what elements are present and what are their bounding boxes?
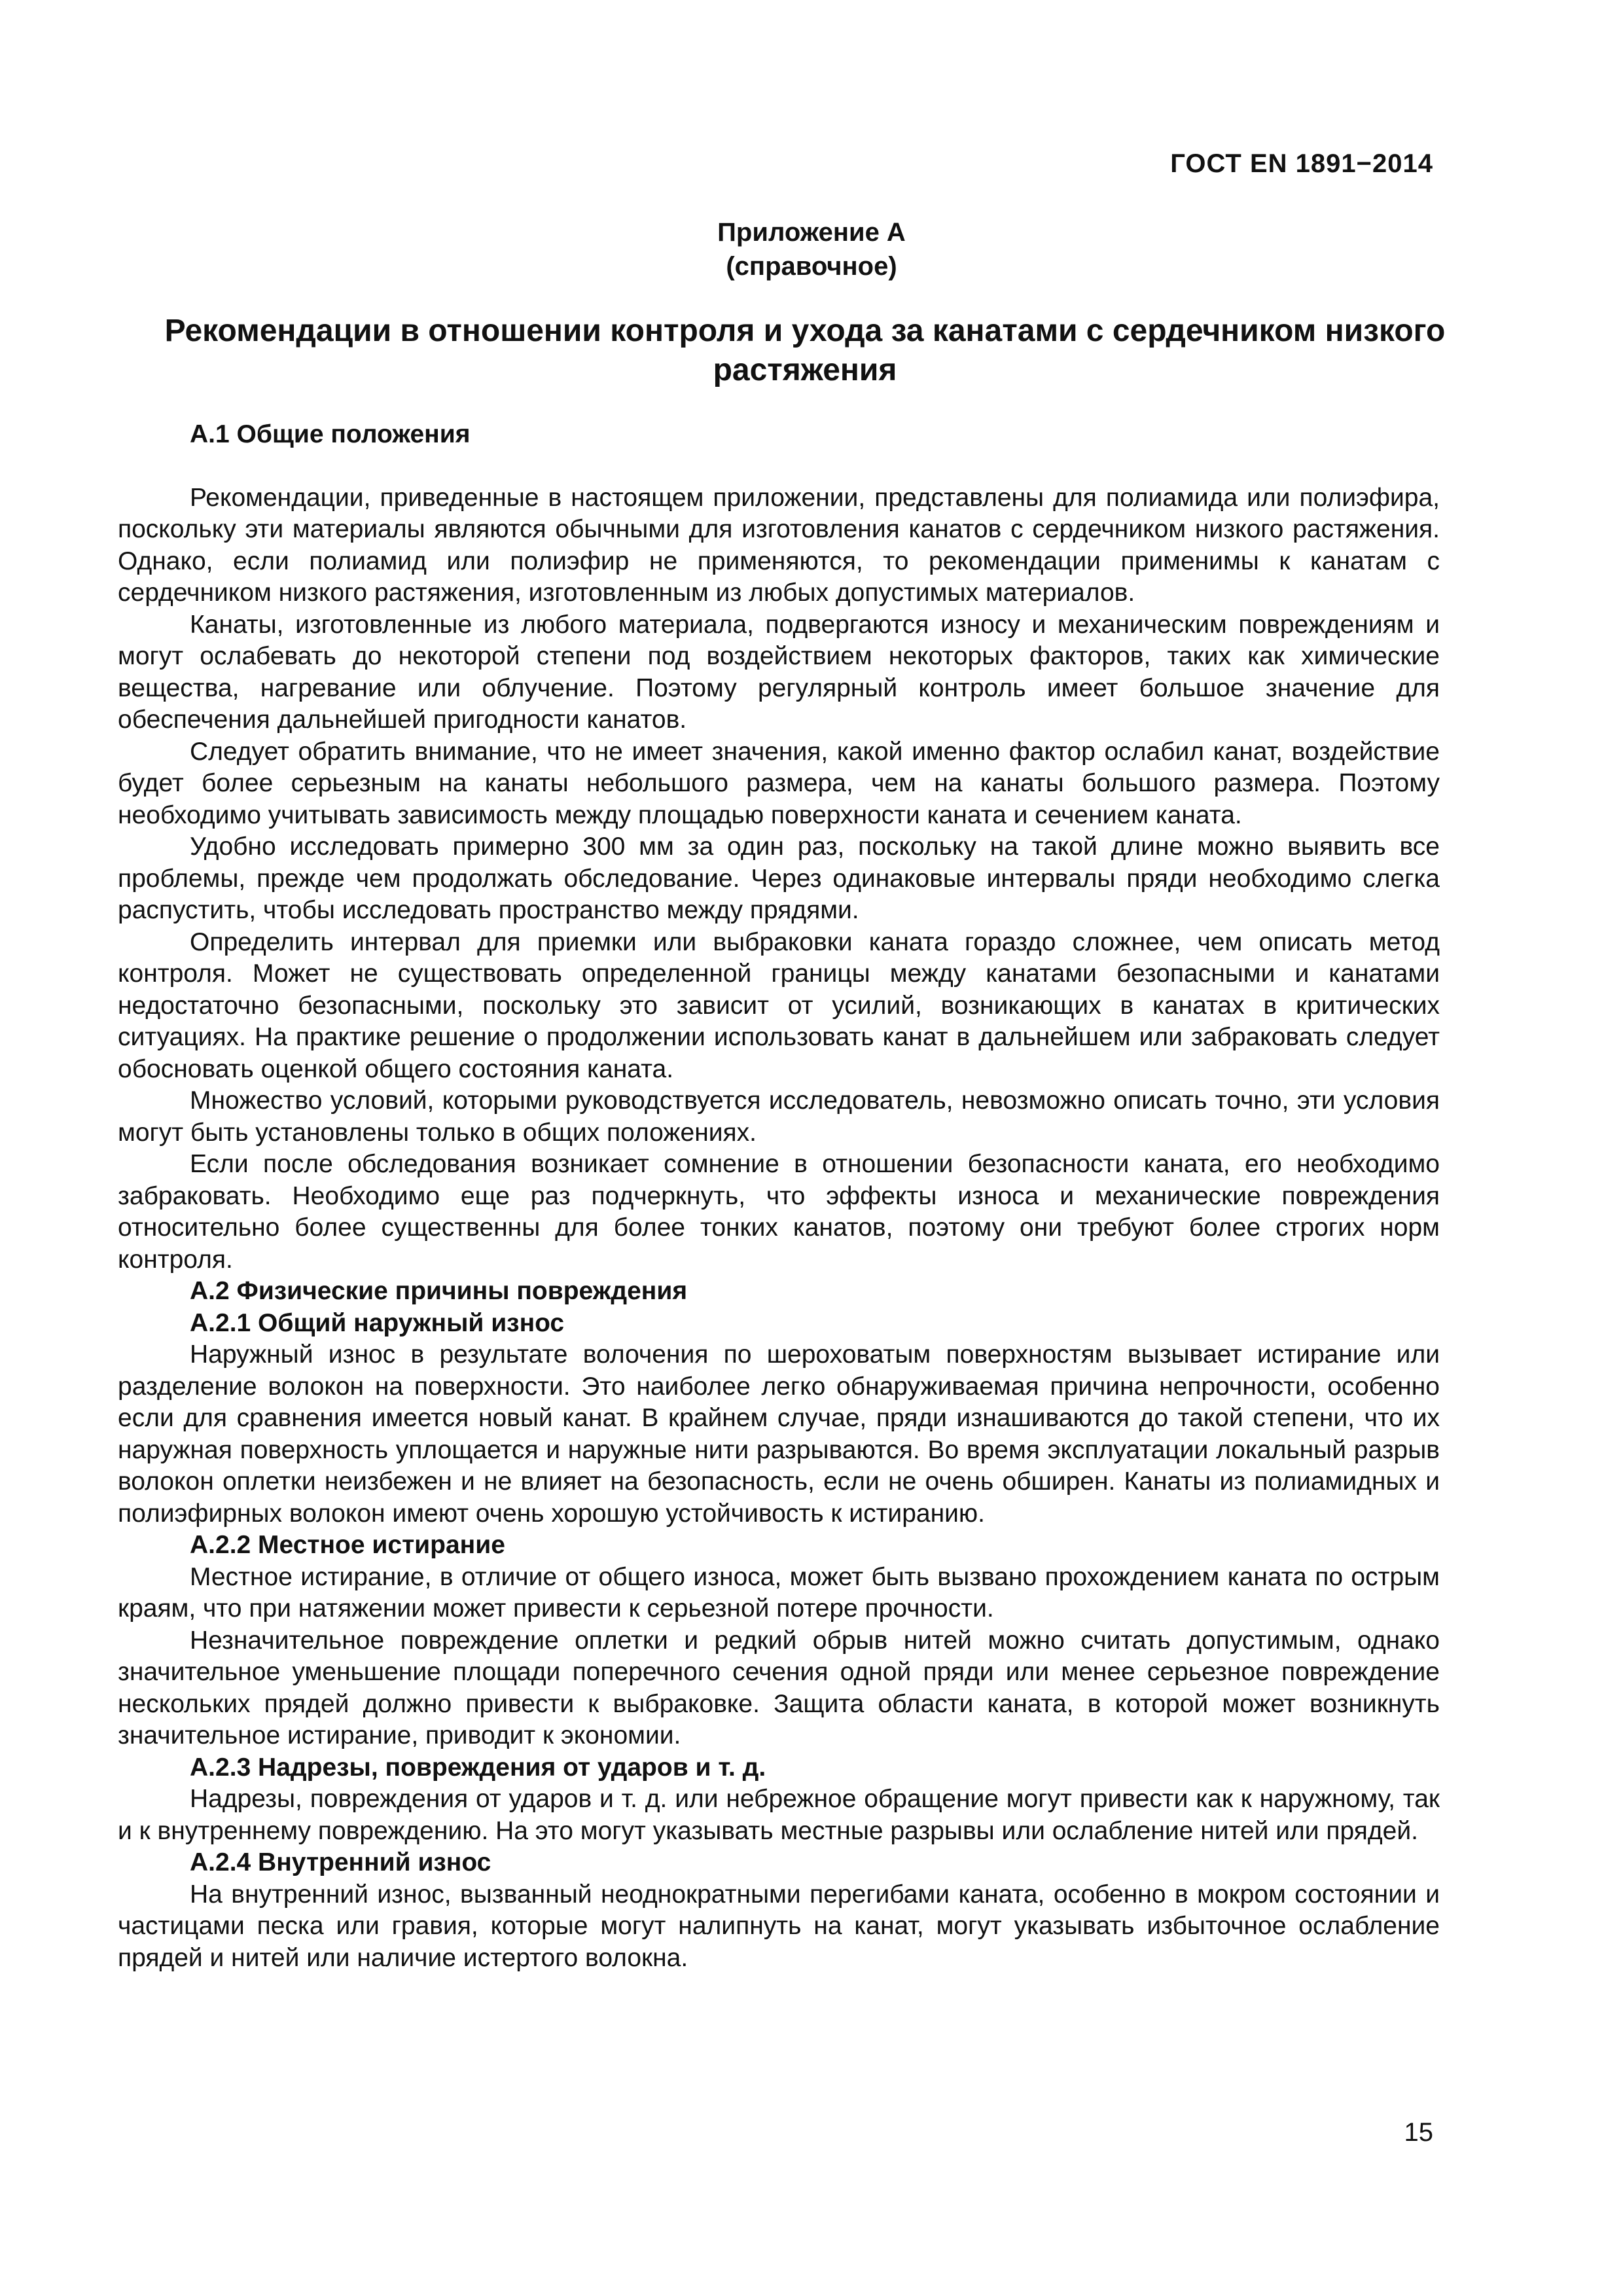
section-heading-a2: А.2 Физические причины повреждения <box>190 1277 688 1305</box>
section-heading-a2-2: А.2.2 Местное истирание <box>190 1531 505 1559</box>
annex-type: (справочное) <box>726 252 897 281</box>
paragraph: На внутренний износ, вызванный неоднократными перегибами каната, особенно в мокром состоянии и частицами песка или гравия, которые могут налипнуть на канат, могут указывать избыточное ослабление прядей и нитей или наличие истертого волокна. <box>118 1880 1440 1972</box>
paragraph: Определить интервал для приемки или выбраковки каната гораздо сложнее, чем описать метод контроля. Может не существовать определенной границы между канатами безопасными и канатами недостаточно безопасными, поскольку это зависит от усилий, возникающих в канатах в критических ситуациях. На практике решение о продолжении использовать канат в дальнейшем или забраковать следует обосновать оценкой общего состояния каната. <box>118 927 1440 1083</box>
annex-label: Приложение А <box>717 218 906 247</box>
section-heading-a2-3: А.2.3 Надрезы, повреждения от ударов и т. д. <box>190 1753 766 1782</box>
paragraph: Наружный износ в результате волочения по шероховатым поверхностям вызывает истирание или разделение волокон на поверхности. Это наиболее легко обнаруживаемая причина непрочности, особенно если для сравнения имеется новый канат. В крайнем случае, пряди изнашиваются до такой степени, что их наружная поверхность уплощается и наружные нити разрываются. Во время эксплуатации локальный разрыв волокон оплетки неизбежен и не влияет на безопасность, если не очень обширен. Канаты из полиамидных и полиэфирных волокон имеют очень хорошую устойчивость к истиранию. <box>118 1340 1440 1528</box>
paragraph: Местное истирание, в отличие от общего износа, может быть вызвано прохождением каната по острым краям, что при натяжении может привести к серьезной потере прочности. <box>118 1562 1440 1623</box>
paragraph: Множество условий, которыми руководствуется исследователь, невозможно описать точно, эти условия могут быть установлены только в общих положениях. <box>118 1086 1440 1147</box>
section-heading-a2-4: А.2.4 Внутренний износ <box>190 1848 491 1876</box>
body-text <box>118 419 1440 1974</box>
paragraph: Незначительное повреждение оплетки и редкий обрыв нитей можно считать допустимым, однако значительное уменьшение площади поперечного сечения одной пряди или менее серьезное повреждение нескольких прядей должно привести к выбраковке. Защита области каната, в которой может возникнуть значительное истирание, приводит к экономии. <box>118 1626 1440 1749</box>
annex-title: Рекомендации в отношении контроля и ухода за канатами с сердечником низкого растяжения <box>164 314 1446 387</box>
section-heading-a1: А.1 Общие положения <box>190 420 471 448</box>
paragraph: Рекомендации, приведенные в настоящем приложении, представлены для полиамида или полиэфира, поскольку эти материалы являются обычными для изготовления канатов с сердечником низкого растяжения. Однако, если полиамид или полиэфир не применяются, то рекомендации применимы к канатам с сердечником низкого растяжения, изготовленным из любых допустимых материалов. <box>118 483 1440 607</box>
paragraph: Следует обратить внимание, что не имеет значения, какой именно фактор ослабил канат, воздействие будет более серьезным на канаты небольшого размера, чем на канаты большого размера. Поэтому необходимо учитывать зависимость между площадью поверхности каната и сечением каната. <box>118 737 1440 829</box>
page-number: 15 <box>1404 2118 1433 2147</box>
section-heading-a2-1: А.2.1 Общий наружный износ <box>190 1308 565 1337</box>
paragraph: Удобно исследовать примерно 300 мм за один раз, поскольку на такой длине можно выявить все проблемы, прежде чем продолжать обследование. Через одинаковые интервалы пряди необходимо слегка распустить, чтобы исследовать пространство между прядями. <box>118 833 1440 924</box>
paragraph: Если после обследования возникает сомнение в отношении безопасности каната, его необходимо забраковать. Необходимо еще раз подчеркнуть, что эффекты износа и механические повреждения относительно более существенны для более тонких канатов, поэтому они требуют более строгих норм контроля. <box>118 1150 1440 1274</box>
document-code: ГОСТ EN 1891−2014 <box>1170 149 1433 178</box>
paragraph: Канаты, изготовленные из любого материала, подвергаются износу и механическим повреждениям и могут ослабевать до некоторой степени под воздействием некоторых факторов, таких как химические вещества, нагревание или облучение. Поэтому регулярный контроль имеет большое значение для обеспечения дальнейшей пригодности канатов. <box>118 610 1440 734</box>
paragraph: Надрезы, повреждения от ударов и т. д. или небрежное обращение могут привести как к наружному, так и к внутреннему повреждению. На это могут указывать местные разрывы или ослабление нитей или прядей. <box>118 1785 1440 1845</box>
